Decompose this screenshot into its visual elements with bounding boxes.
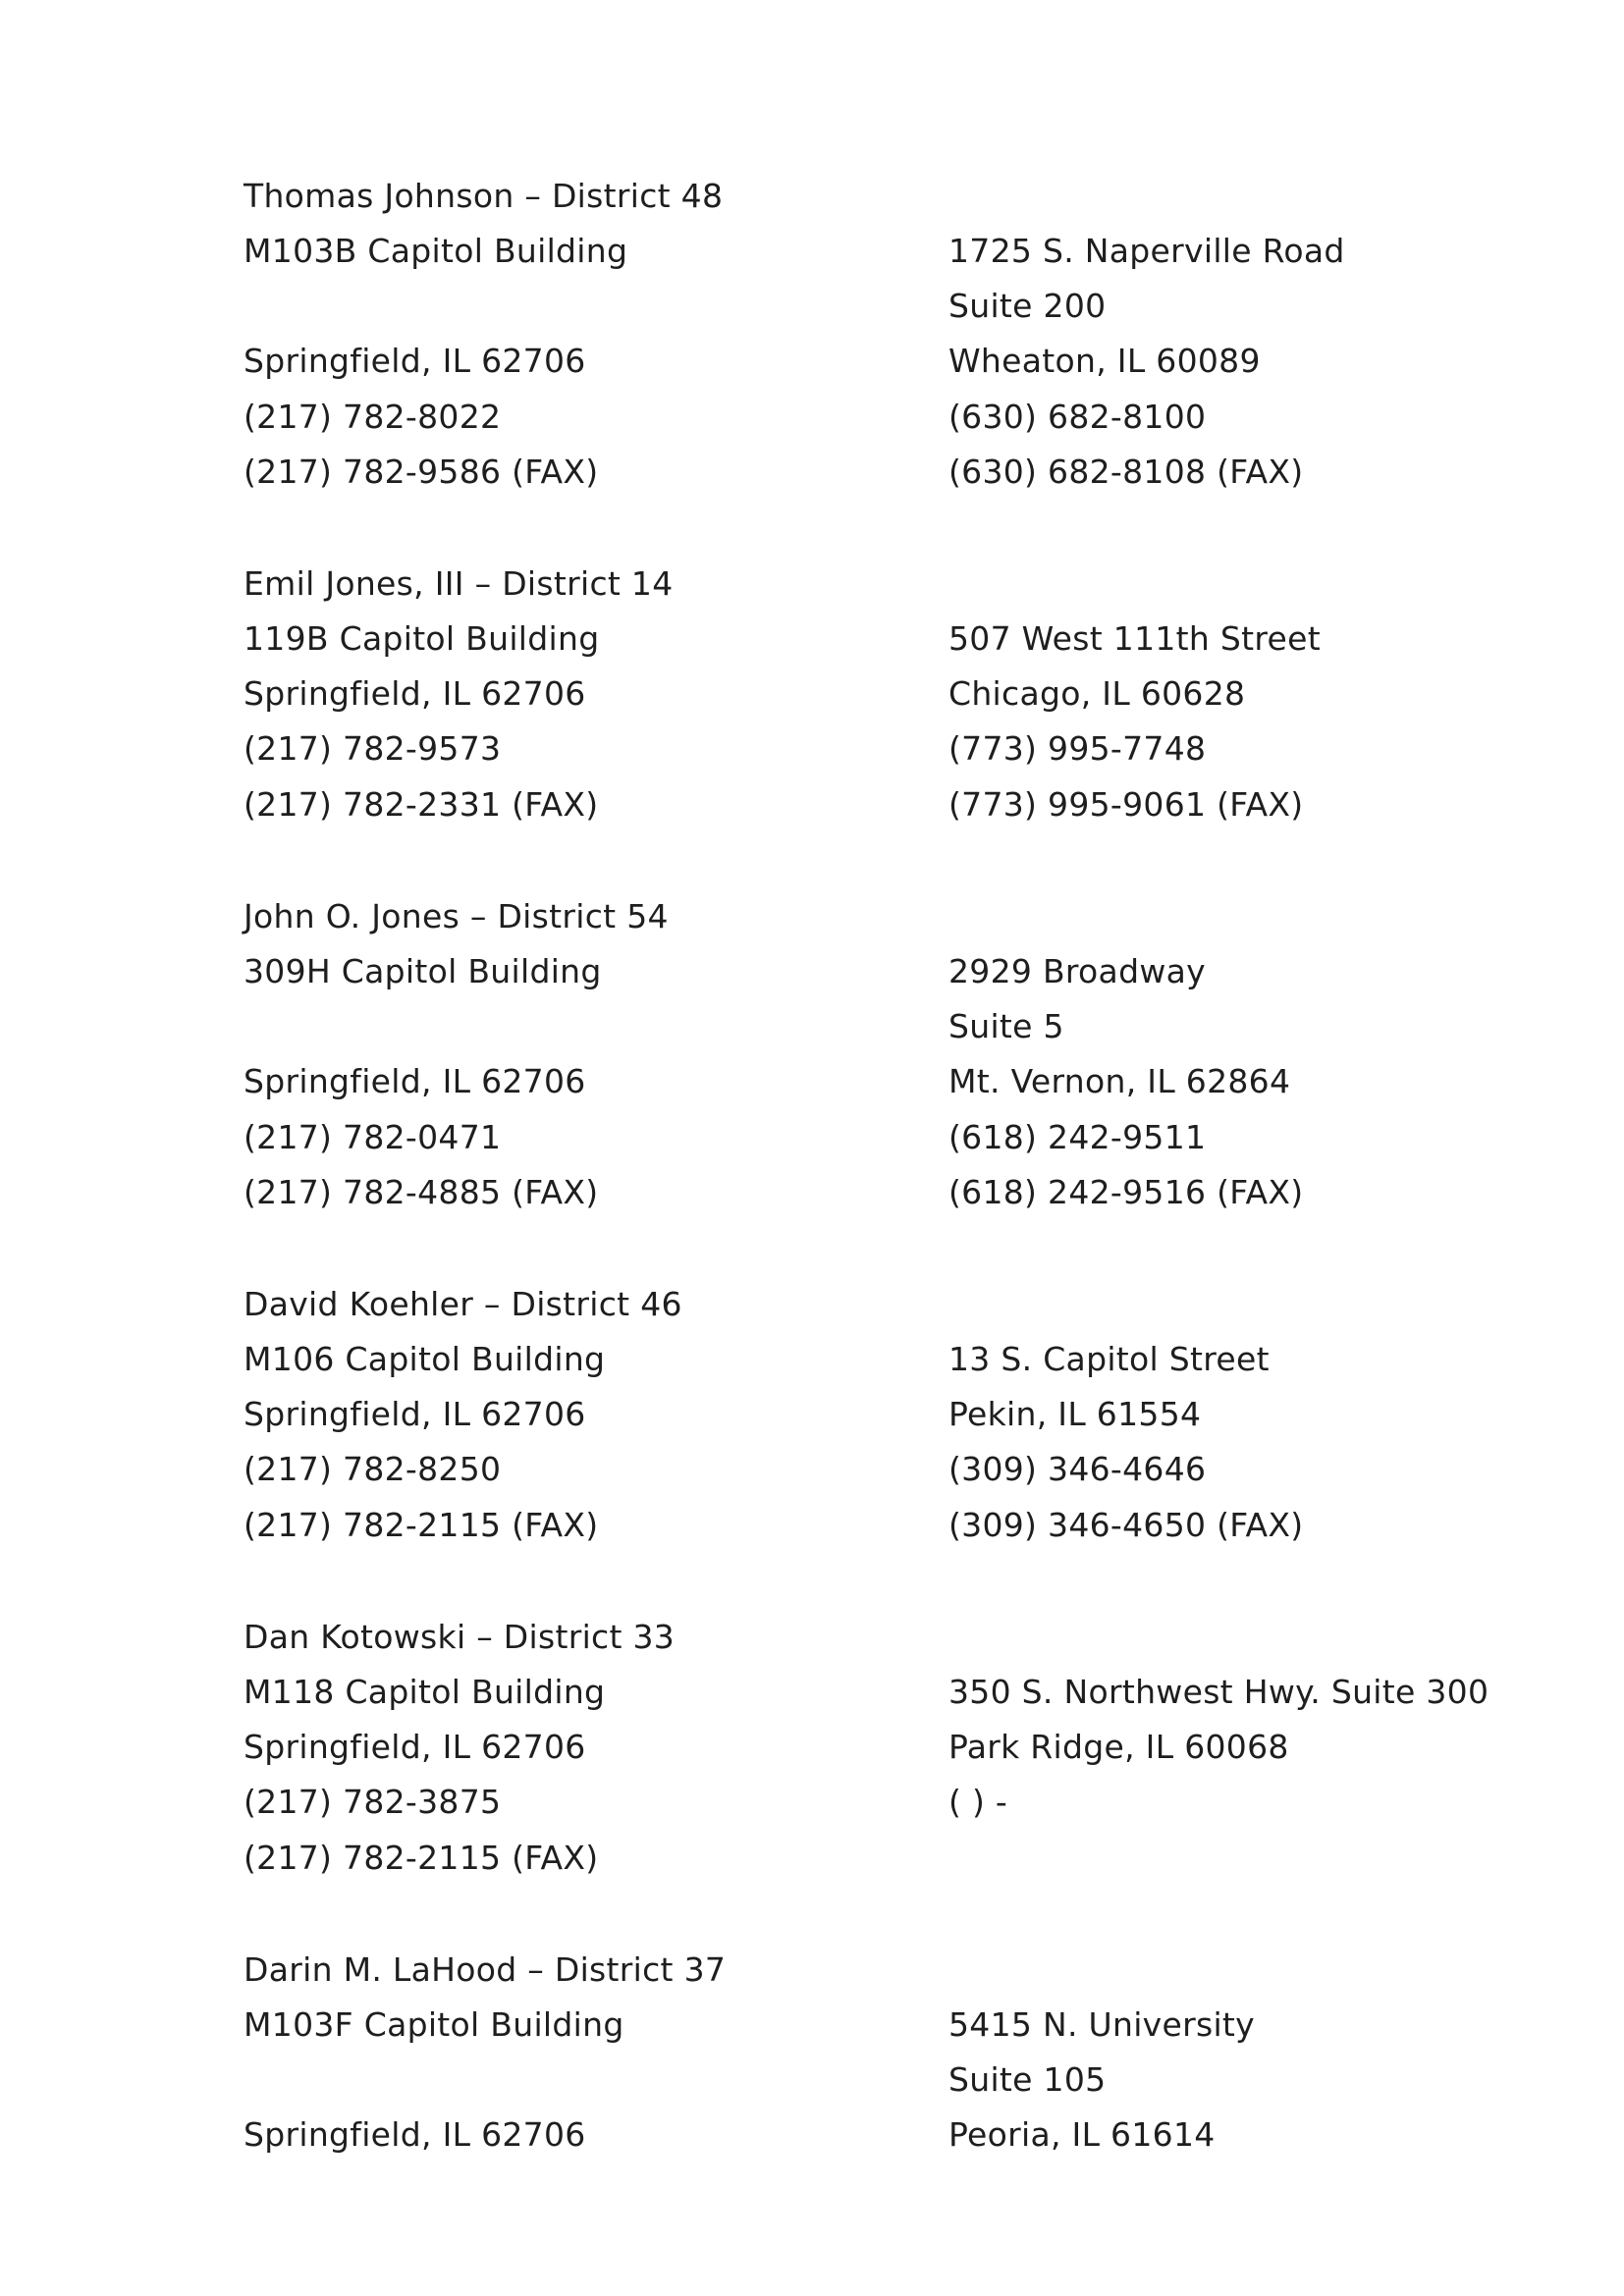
senator-name-district: Emil Jones, III – District 14 xyxy=(244,564,674,603)
capitol-office-fax: (217) 782-2331 (FAX) xyxy=(244,785,599,824)
district-office-city: Chicago, IL 60628 xyxy=(948,674,1246,713)
capitol-office-address: M103F Capitol Building xyxy=(244,2005,624,2044)
capitol-office-fax: (217) 782-2115 (FAX) xyxy=(244,1839,599,1877)
district-office-address: 507 West 111th Street xyxy=(948,619,1321,658)
capitol-office-phone: (217) 782-8250 xyxy=(244,1450,502,1488)
capitol-office-phone: (217) 782-3875 xyxy=(244,1783,502,1821)
district-office-suite: Suite 200 xyxy=(948,287,1107,325)
capitol-office-address: 119B Capitol Building xyxy=(244,619,600,658)
district-office-fax: (630) 682-8108 (FAX) xyxy=(948,453,1304,491)
district-office-address: 2929 Broadway xyxy=(948,952,1206,990)
district-office-city: Park Ridge, IL 60068 xyxy=(948,1728,1289,1766)
capitol-office-city: Springfield, IL 62706 xyxy=(244,2115,586,2154)
district-office-city: Mt. Vernon, IL 62864 xyxy=(948,1062,1291,1100)
district-office-phone: ( ) - xyxy=(948,1783,1008,1821)
senator-name-district: David Koehler – District 46 xyxy=(244,1285,682,1323)
district-office-phone: (618) 242-9511 xyxy=(948,1118,1207,1156)
district-office-address: 350 S. Northwest Hwy. Suite 300 xyxy=(948,1673,1489,1711)
district-office-phone: (773) 995-7748 xyxy=(948,729,1207,768)
capitol-office-address: M103B Capitol Building xyxy=(244,232,628,270)
district-office-phone: (630) 682-8100 xyxy=(948,398,1207,436)
capitol-office-city: Springfield, IL 62706 xyxy=(244,1062,586,1100)
capitol-office-address: M118 Capitol Building xyxy=(244,1673,606,1711)
capitol-office-phone: (217) 782-8022 xyxy=(244,398,502,436)
capitol-office-phone: (217) 782-0471 xyxy=(244,1118,502,1156)
senator-name-district: Dan Kotowski – District 33 xyxy=(244,1618,676,1656)
district-office-fax: (309) 346-4650 (FAX) xyxy=(948,1506,1304,1544)
district-office-address: 1725 S. Naperville Road xyxy=(948,232,1345,270)
capitol-office-city: Springfield, IL 62706 xyxy=(244,1395,586,1433)
district-office-address: 5415 N. University xyxy=(948,2005,1256,2044)
senator-name-district: John O. Jones – District 54 xyxy=(244,897,669,935)
capitol-office-city: Springfield, IL 62706 xyxy=(244,674,586,713)
district-office-address: 13 S. Capitol Street xyxy=(948,1340,1270,1378)
capitol-office-city: Springfield, IL 62706 xyxy=(244,342,586,380)
capitol-office-address: M106 Capitol Building xyxy=(244,1340,606,1378)
district-office-city: Wheaton, IL 60089 xyxy=(948,342,1261,380)
district-office-fax: (773) 995-9061 (FAX) xyxy=(948,785,1304,824)
capitol-office-phone: (217) 782-9573 xyxy=(244,729,502,768)
capitol-office-fax: (217) 782-4885 (FAX) xyxy=(244,1173,599,1211)
capitol-office-city: Springfield, IL 62706 xyxy=(244,1728,586,1766)
district-office-suite: Suite 5 xyxy=(948,1007,1064,1045)
capitol-office-fax: (217) 782-9586 (FAX) xyxy=(244,453,599,491)
senator-name-district: Thomas Johnson – District 48 xyxy=(244,177,724,215)
district-office-phone: (309) 346-4646 xyxy=(948,1450,1207,1488)
district-office-city: Pekin, IL 61554 xyxy=(948,1395,1202,1433)
district-office-city: Peoria, IL 61614 xyxy=(948,2115,1216,2154)
capitol-office-fax: (217) 782-2115 (FAX) xyxy=(244,1506,599,1544)
district-office-fax: (618) 242-9516 (FAX) xyxy=(948,1173,1304,1211)
capitol-office-address: 309H Capitol Building xyxy=(244,952,602,990)
senator-name-district: Darin M. LaHood – District 37 xyxy=(244,1950,727,1989)
district-office-suite: Suite 105 xyxy=(948,2060,1107,2099)
